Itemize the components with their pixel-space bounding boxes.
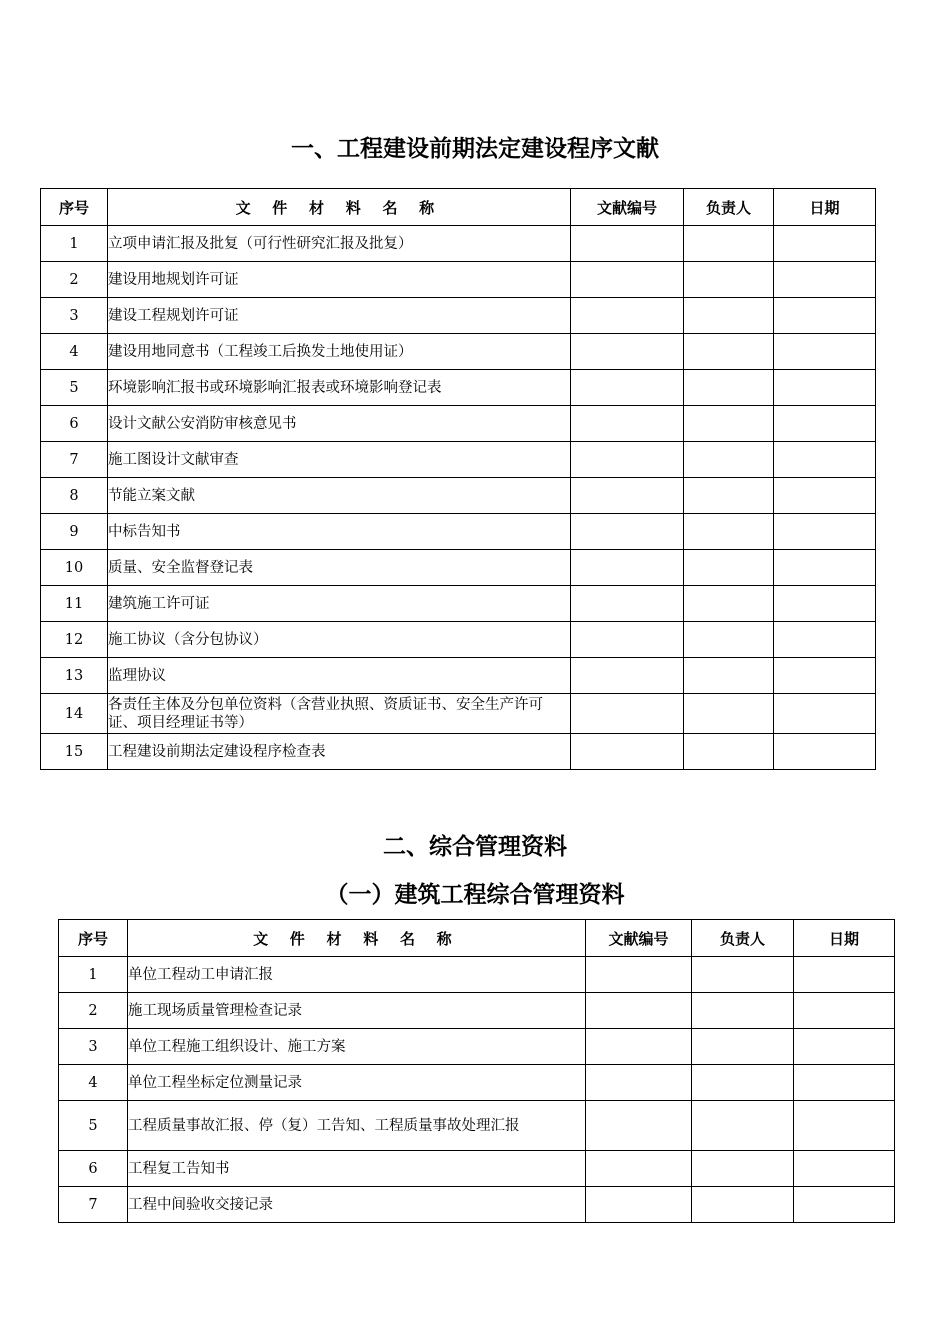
row-person-cell[interactable] xyxy=(692,1065,794,1101)
row-person-cell[interactable] xyxy=(684,586,774,622)
row-doc-number-cell[interactable] xyxy=(586,1029,692,1065)
row-person-cell[interactable] xyxy=(692,1151,794,1187)
row-number: 4 xyxy=(59,1065,128,1101)
row-document-name: 施工协议（含分包协议） xyxy=(108,622,571,658)
table-row xyxy=(41,334,876,370)
row-doc-number-cell[interactable] xyxy=(571,586,684,622)
row-doc-number-cell[interactable] xyxy=(571,298,684,334)
row-date-cell[interactable] xyxy=(774,226,876,262)
table-row xyxy=(41,658,876,694)
header-date: 日期 xyxy=(774,189,876,226)
table-comprehensive-management-documents xyxy=(58,919,895,1223)
row-person-cell[interactable] xyxy=(692,993,794,1029)
row-document-name: 中标告知书 xyxy=(108,514,571,550)
row-date-cell[interactable] xyxy=(774,586,876,622)
row-number: 13 xyxy=(41,658,108,694)
row-person-cell[interactable] xyxy=(692,957,794,993)
table-row xyxy=(41,298,876,334)
row-number: 11 xyxy=(41,586,108,622)
row-document-name: 工程复工告知书 xyxy=(128,1151,586,1187)
row-person-cell[interactable] xyxy=(684,442,774,478)
row-document-name: 施工图设计文献审查 xyxy=(108,442,571,478)
table-row xyxy=(59,957,895,993)
row-date-cell[interactable] xyxy=(774,298,876,334)
header-doc-no: 文献编号 xyxy=(571,189,684,226)
row-person-cell[interactable] xyxy=(684,370,774,406)
row-document-name: 单位工程施工组织设计、施工方案 xyxy=(128,1029,586,1065)
section1-title: 一、工程建设前期法定建设程序文献 xyxy=(291,136,659,162)
row-person-cell[interactable] xyxy=(684,622,774,658)
row-doc-number-cell[interactable] xyxy=(571,694,684,734)
row-person-cell[interactable] xyxy=(684,694,774,734)
row-document-name: 质量、安全监督登记表 xyxy=(108,550,571,586)
row-date-cell[interactable] xyxy=(774,406,876,442)
row-number: 1 xyxy=(59,957,128,993)
header-no: 序号 xyxy=(41,189,108,226)
row-number: 12 xyxy=(41,622,108,658)
table-row xyxy=(59,1101,895,1151)
row-document-name: 立项申请汇报及批复（可行性研究汇报及批复） xyxy=(108,226,571,262)
row-document-name: 施工现场质量管理检查记录 xyxy=(128,993,586,1029)
row-document-name: 建设用地规划许可证 xyxy=(108,262,571,298)
row-doc-number-cell[interactable] xyxy=(571,442,684,478)
row-number: 7 xyxy=(59,1187,128,1223)
row-date-cell[interactable] xyxy=(774,622,876,658)
header-person: 负责人 xyxy=(692,920,794,957)
row-number: 3 xyxy=(59,1029,128,1065)
row-number: 1 xyxy=(41,226,108,262)
row-date-cell[interactable] xyxy=(774,734,876,770)
row-person-cell[interactable] xyxy=(692,1029,794,1065)
row-date-cell[interactable] xyxy=(774,262,876,298)
row-document-name: 环境影响汇报书或环境影响汇报表或环境影响登记表 xyxy=(108,370,571,406)
header-name: 文 件 材 料 名 称 xyxy=(128,920,586,957)
table-row xyxy=(41,370,876,406)
row-number: 6 xyxy=(41,406,108,442)
table-pre-construction-documents xyxy=(40,188,876,770)
row-document-name: 工程中间验收交接记录 xyxy=(128,1187,586,1223)
table-row xyxy=(59,993,895,1029)
header-date: 日期 xyxy=(794,920,895,957)
row-number: 14 xyxy=(41,694,108,734)
table-row xyxy=(59,1151,895,1187)
row-doc-number-cell[interactable] xyxy=(586,1101,692,1151)
table-row xyxy=(41,734,876,770)
table-row xyxy=(41,406,876,442)
row-date-cell[interactable] xyxy=(774,514,876,550)
row-date-cell[interactable] xyxy=(794,993,895,1029)
row-doc-number-cell[interactable] xyxy=(571,226,684,262)
row-number: 5 xyxy=(59,1101,128,1151)
row-doc-number-cell[interactable] xyxy=(571,658,684,694)
row-date-cell[interactable] xyxy=(774,442,876,478)
row-person-cell[interactable] xyxy=(684,334,774,370)
row-doc-number-cell[interactable] xyxy=(571,478,684,514)
row-person-cell[interactable] xyxy=(684,226,774,262)
row-number: 10 xyxy=(41,550,108,586)
row-number: 8 xyxy=(41,478,108,514)
row-date-cell[interactable] xyxy=(774,478,876,514)
table-row xyxy=(41,478,876,514)
table-row xyxy=(41,550,876,586)
row-doc-number-cell[interactable] xyxy=(571,370,684,406)
row-number: 2 xyxy=(41,262,108,298)
row-number: 5 xyxy=(41,370,108,406)
row-date-cell[interactable] xyxy=(774,550,876,586)
row-person-cell[interactable] xyxy=(692,1101,794,1151)
row-doc-number-cell[interactable] xyxy=(571,550,684,586)
table-row xyxy=(41,694,876,734)
row-number: 7 xyxy=(41,442,108,478)
row-document-name: 工程建设前期法定建设程序检查表 xyxy=(108,734,571,770)
row-document-name: 单位工程坐标定位测量记录 xyxy=(128,1065,586,1101)
table-row xyxy=(41,262,876,298)
row-document-name: 工程质量事故汇报、停（复）工告知、工程质量事故处理汇报 xyxy=(128,1101,586,1151)
row-date-cell[interactable] xyxy=(774,658,876,694)
table-row xyxy=(41,622,876,658)
row-doc-number-cell[interactable] xyxy=(586,993,692,1029)
row-person-cell[interactable] xyxy=(684,550,774,586)
section2-subtitle: （一）建筑工程综合管理资料 xyxy=(325,882,625,908)
row-number: 6 xyxy=(59,1151,128,1187)
row-document-name: 建设工程规划许可证 xyxy=(108,298,571,334)
row-person-cell[interactable] xyxy=(684,658,774,694)
header-doc-no: 文献编号 xyxy=(586,920,692,957)
row-document-name: 单位工程动工申请汇报 xyxy=(128,957,586,993)
row-doc-number-cell[interactable] xyxy=(571,406,684,442)
row-doc-number-cell[interactable] xyxy=(586,1151,692,1187)
table-row xyxy=(59,1029,895,1065)
row-document-name: 各责任主体及分包单位资料（含营业执照、资质证书、安全生产许可证、项目经理证书等） xyxy=(108,694,571,734)
row-person-cell[interactable] xyxy=(684,406,774,442)
row-person-cell[interactable] xyxy=(684,734,774,770)
table-row xyxy=(59,1065,895,1101)
row-doc-number-cell[interactable] xyxy=(571,262,684,298)
row-document-name: 节能立案文献 xyxy=(108,478,571,514)
header-no: 序号 xyxy=(59,920,128,957)
row-number: 15 xyxy=(41,734,108,770)
section2-title: 二、综合管理资料 xyxy=(383,834,567,860)
row-doc-number-cell[interactable] xyxy=(571,334,684,370)
row-person-cell[interactable] xyxy=(684,478,774,514)
row-doc-number-cell[interactable] xyxy=(571,734,684,770)
row-number: 3 xyxy=(41,298,108,334)
table-row xyxy=(41,514,876,550)
table-row xyxy=(59,1187,895,1223)
row-date-cell[interactable] xyxy=(774,694,876,734)
row-document-name: 建设用地同意书（工程竣工后换发土地使用证） xyxy=(108,334,571,370)
table-header-row xyxy=(41,189,876,226)
row-date-cell[interactable] xyxy=(794,1029,895,1065)
row-date-cell[interactable] xyxy=(794,1151,895,1187)
row-doc-number-cell[interactable] xyxy=(586,1187,692,1223)
row-date-cell[interactable] xyxy=(794,1065,895,1101)
row-doc-number-cell[interactable] xyxy=(571,622,684,658)
row-person-cell[interactable] xyxy=(684,262,774,298)
table-row xyxy=(41,442,876,478)
row-person-cell[interactable] xyxy=(684,514,774,550)
row-date-cell[interactable] xyxy=(774,334,876,370)
row-document-name: 监理协议 xyxy=(108,658,571,694)
row-number: 2 xyxy=(59,993,128,1029)
header-name: 文 件 材 料 名 称 xyxy=(108,189,571,226)
table-row xyxy=(41,586,876,622)
header-person: 负责人 xyxy=(684,189,774,226)
row-person-cell[interactable] xyxy=(684,298,774,334)
row-doc-number-cell[interactable] xyxy=(586,957,692,993)
row-date-cell[interactable] xyxy=(794,1101,895,1151)
table-header-row xyxy=(59,920,895,957)
row-date-cell[interactable] xyxy=(774,370,876,406)
row-document-name: 设计文献公安消防审核意见书 xyxy=(108,406,571,442)
row-number: 9 xyxy=(41,514,108,550)
row-document-name: 建筑施工许可证 xyxy=(108,586,571,622)
table-row xyxy=(41,226,876,262)
row-number: 4 xyxy=(41,334,108,370)
row-date-cell[interactable] xyxy=(794,957,895,993)
row-person-cell[interactable] xyxy=(692,1187,794,1223)
row-doc-number-cell[interactable] xyxy=(571,514,684,550)
row-date-cell[interactable] xyxy=(794,1187,895,1223)
row-doc-number-cell[interactable] xyxy=(586,1065,692,1101)
